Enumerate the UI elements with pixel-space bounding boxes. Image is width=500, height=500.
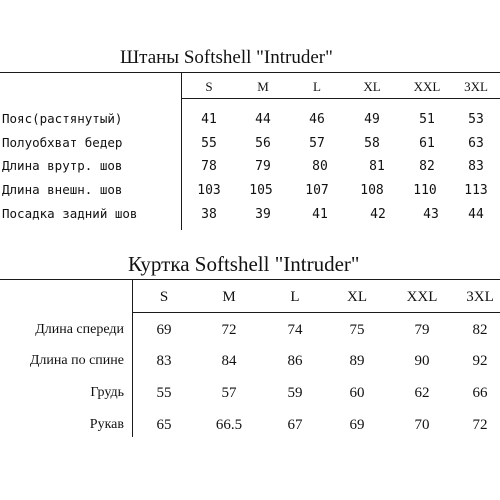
jacket-cell: 92 — [472, 353, 488, 369]
jacket-top-divider — [0, 279, 500, 280]
pants-cell: 61 — [419, 136, 435, 151]
pants-cell: 113 — [464, 183, 488, 198]
pants-row-label: Полуобхват бедер — [2, 135, 123, 150]
jacket-table-title: Куртка Softshell "Intruder" — [128, 252, 360, 276]
jacket-cell: 86 — [287, 353, 303, 369]
pants-cell: 56 — [255, 136, 271, 151]
pants-row-label: Посадка задний шов — [2, 206, 138, 221]
pants-cell: 44 — [468, 207, 484, 222]
jacket-cell: 90 — [414, 353, 430, 369]
pants-cell: 103 — [197, 183, 221, 198]
pants-cell: 42 — [370, 207, 386, 222]
jacket-cell: 79 — [414, 322, 430, 338]
jacket-size-header: XXL — [406, 289, 438, 305]
jacket-size-header: S — [159, 289, 169, 305]
jacket-size-header: M — [222, 289, 236, 305]
pants-cell: 38 — [201, 207, 217, 222]
jacket-cell: 65 — [156, 417, 172, 433]
pants-header-divider — [181, 98, 500, 99]
pants-cell: 55 — [201, 136, 217, 151]
jacket-cell: 67 — [287, 417, 303, 433]
jacket-row-label: Грудь — [90, 385, 124, 400]
jacket-cell: 59 — [287, 385, 303, 401]
pants-cell: 79 — [255, 159, 271, 174]
pants-cell: 83 — [468, 159, 484, 174]
pants-cell: 82 — [419, 159, 435, 174]
pants-cell: 108 — [360, 183, 384, 198]
pants-size-header: XXL — [413, 79, 441, 94]
pants-top-divider — [0, 72, 500, 73]
pants-size-header: L — [313, 79, 321, 94]
jacket-cell: 69 — [349, 417, 365, 433]
pants-cell: 46 — [309, 112, 325, 127]
pants-cell: 51 — [419, 112, 435, 127]
pants-cell: 80 — [312, 159, 328, 174]
pants-cell: 78 — [201, 159, 217, 174]
pants-cell: 57 — [309, 136, 325, 151]
pants-cell: 107 — [305, 183, 329, 198]
jacket-cell: 70 — [414, 417, 430, 433]
jacket-row-label: Длина по спине — [29, 353, 124, 368]
jacket-cell: 82 — [472, 322, 488, 338]
jacket-vertical-divider — [132, 279, 133, 437]
jacket-row-label: Рукав — [89, 417, 124, 432]
jacket-cell: 69 — [156, 322, 172, 338]
jacket-header-divider — [132, 312, 500, 313]
pants-cell: 53 — [468, 112, 484, 127]
jacket-size-header: XL — [347, 289, 367, 305]
jacket-cell: 72 — [472, 417, 488, 433]
pants-row-label: Длина внешн. шов — [2, 182, 123, 197]
pants-cell: 43 — [423, 207, 439, 222]
pants-cell: 81 — [369, 159, 385, 174]
jacket-size-header: 3XL — [466, 289, 494, 305]
pants-row-label: Пояс(растянутый) — [2, 111, 123, 126]
jacket-cell: 66.5 — [215, 417, 243, 433]
jacket-row-label: Длина спереди — [35, 322, 124, 337]
pants-vertical-divider — [181, 72, 182, 230]
jacket-cell: 62 — [414, 385, 430, 401]
pants-size-header: XL — [363, 79, 381, 94]
jacket-cell: 57 — [221, 385, 237, 401]
pants-cell: 41 — [312, 207, 328, 222]
pants-table-title: Штаны Softshell "Intruder" — [120, 47, 333, 68]
pants-cell: 58 — [364, 136, 380, 151]
jacket-cell: 66 — [472, 385, 488, 401]
jacket-size-header: L — [290, 289, 300, 305]
pants-cell: 44 — [255, 112, 271, 127]
jacket-cell: 84 — [221, 353, 237, 369]
pants-cell: 39 — [255, 207, 271, 222]
jacket-cell: 72 — [221, 322, 237, 338]
pants-size-header: M — [257, 79, 269, 94]
jacket-cell: 89 — [349, 353, 365, 369]
jacket-cell: 60 — [349, 385, 365, 401]
pants-cell: 49 — [364, 112, 380, 127]
jacket-cell: 83 — [156, 353, 172, 369]
jacket-cell: 55 — [156, 385, 172, 401]
pants-cell: 63 — [468, 136, 484, 151]
pants-size-header: 3XL — [464, 79, 488, 94]
jacket-cell: 75 — [349, 322, 365, 338]
jacket-cell: 74 — [287, 322, 303, 338]
pants-cell: 105 — [249, 183, 273, 198]
pants-cell: 41 — [201, 112, 217, 127]
pants-cell: 110 — [413, 183, 437, 198]
pants-row-label: Длина врутр. шов — [2, 158, 123, 173]
pants-size-header: S — [205, 79, 213, 94]
